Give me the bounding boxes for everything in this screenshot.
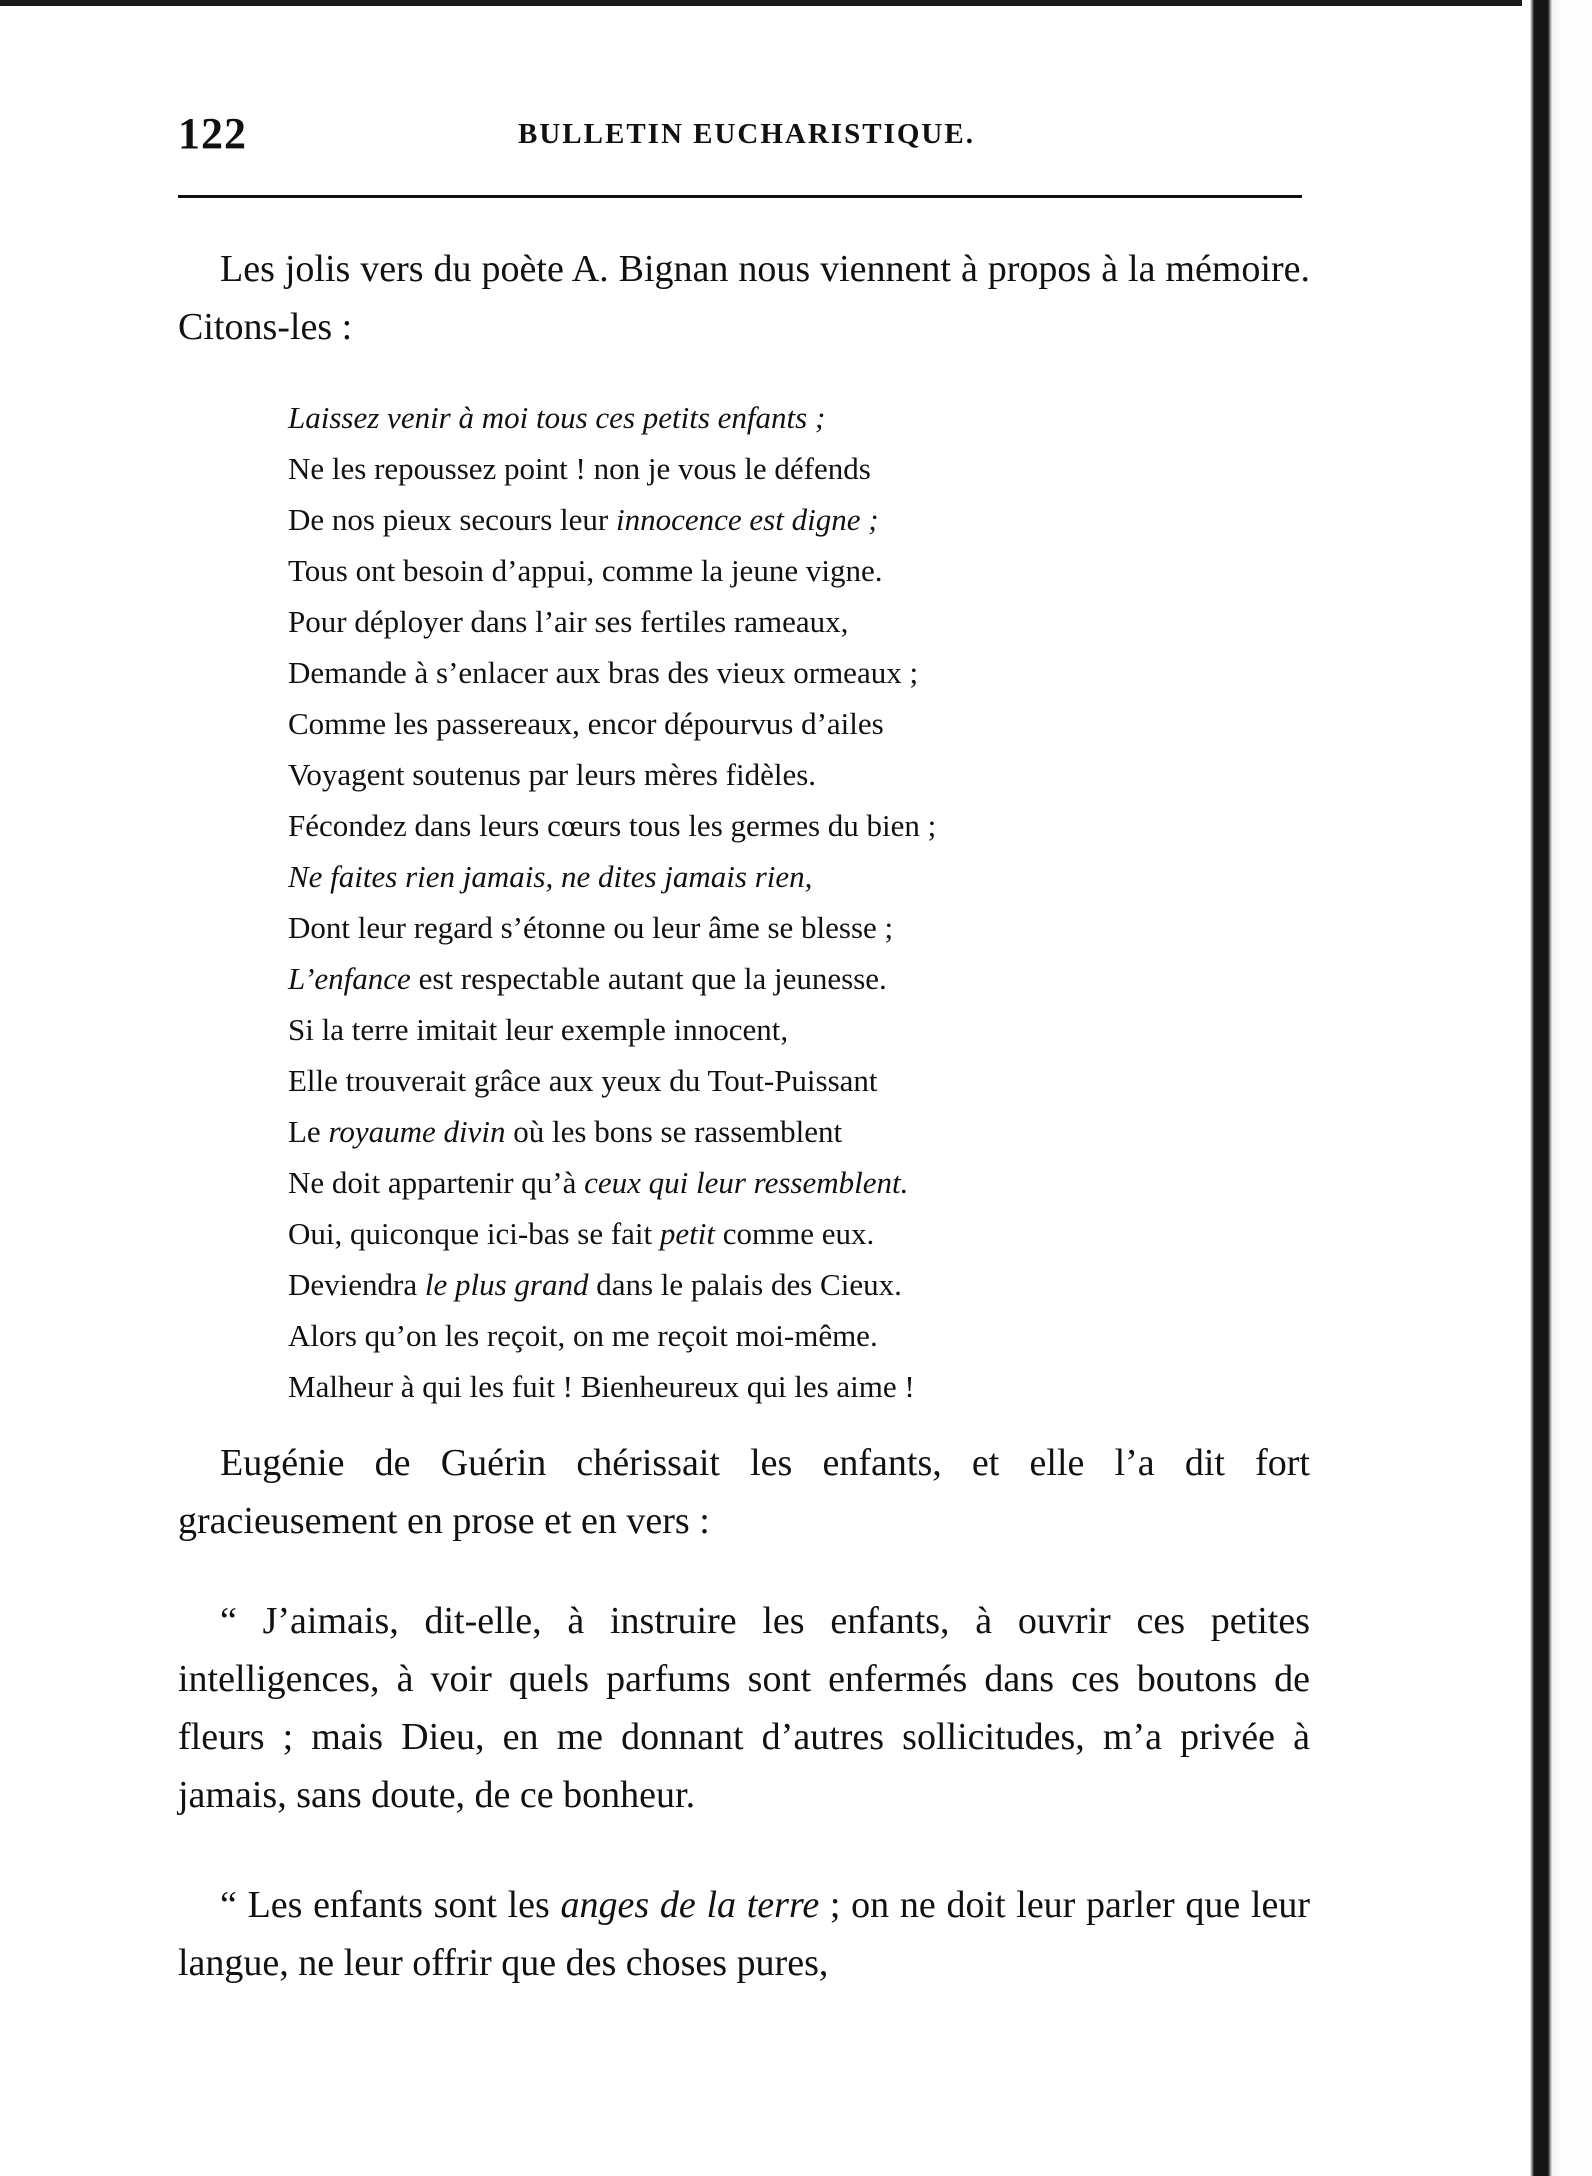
poem-line [288, 545, 1188, 596]
running-title: BULLETIN EUCHARISTIQUE. [518, 118, 975, 150]
poem-text: Oui, quiconque ici-bas se fait [288, 1216, 660, 1251]
poem-line [288, 1055, 1188, 1106]
poem-text: Tous ont besoin d’appui, comme la jeune vigne. [288, 553, 883, 588]
poem-line [288, 1157, 1188, 1208]
page-header [178, 108, 1302, 158]
page-number: 122 [178, 109, 247, 158]
poem-text: Voyagent soutenus par leurs mères fidèles. [288, 757, 817, 792]
poem-line [288, 749, 1188, 800]
poem-line [288, 1106, 1188, 1157]
poem-emphasis: petit [659, 1216, 716, 1251]
poem-emphasis: le plus grand [424, 1267, 589, 1302]
poem-emphasis: royaume divin [328, 1114, 506, 1149]
header-rule [178, 195, 1302, 198]
paragraph-quote-2-text [178, 1876, 1310, 1992]
quote-2-rest: ; on ne doit leur parler que leur langue, ne leur offrir que des choses pures, [178, 1884, 1310, 1984]
poem-emphasis: L’enfance [288, 961, 411, 996]
poem-line [288, 902, 1188, 953]
poem-emphasis: Laissez venir à moi tous ces petits enfants ; [288, 400, 826, 435]
poem-line [288, 443, 1188, 494]
quote-2-lead: “ Les enfants sont les [220, 1884, 561, 1926]
paragraph-guerin [178, 1434, 1310, 1550]
poem-line [288, 1004, 1188, 1055]
poem-line [288, 392, 1188, 443]
poem-line [288, 698, 1188, 749]
poem-text: Fécondez dans leurs cœurs tous les germes du bien ; [288, 808, 937, 843]
intro-text: Les jolis vers du poète A. Bignan nous viennent à propos à la mémoire. Citons-les : [178, 248, 1310, 348]
poem-line [288, 800, 1188, 851]
poem-text: Comme les passereaux, encor dépourvus d’ailes [288, 706, 884, 741]
poem-text: Alors qu’on les reçoit, on me reçoit moi-même. [288, 1318, 878, 1353]
poem-line [288, 953, 1188, 1004]
scan-border-right [1522, 0, 1592, 2176]
poem-text: Ne les repoussez point ! non je vous le défends [288, 451, 871, 486]
poem-text: est respectable autant que la jeunesse. [410, 961, 887, 996]
poem-line [288, 1310, 1188, 1361]
poem-line [288, 596, 1188, 647]
poem-text: Ne doit appartenir qu’à [288, 1165, 585, 1200]
quote-2-emphasis: anges de la terre [560, 1884, 820, 1926]
poem-emphasis: Ne faites rien jamais, ne dites jamais rien, [288, 859, 813, 894]
poem-text: Si la terre imitait leur exemple innocent, [288, 1012, 789, 1047]
poem-line [288, 851, 1188, 902]
poem-text: comme eux. [715, 1216, 875, 1251]
poem-line [288, 1361, 1188, 1412]
poem-line [288, 1259, 1188, 1310]
poem-line [288, 1208, 1188, 1259]
poem-text: Elle trouverait grâce aux yeux du Tout-Puissant [288, 1063, 878, 1098]
poem-emphasis: innocence est digne ; [616, 502, 879, 537]
poem-text: Le [288, 1114, 329, 1149]
poem-text: Pour déployer dans l’air ses fertiles rameaux, [288, 604, 849, 639]
poem-text: Dont leur regard s’étonne ou leur âme se blesse ; [288, 910, 894, 945]
poem-text: dans le palais des Cieux. [588, 1267, 902, 1302]
poem-line [288, 494, 1188, 545]
paragraph-quote-1-text: “ J’aimais, dit-elle, à instruire les enfants, à ouvrir ces petites intelligences, à voir quels parfums sont enfermés dans ces boutons de fleurs ; mais Dieu, en me donnant d’autres sollicitudes, m’a privée à jamais, sans doute, de ce bonheur. [178, 1600, 1310, 1816]
poem-text: De nos pieux secours leur [288, 502, 616, 537]
poem-text: où les bons se rassemblent [505, 1114, 843, 1149]
intro-paragraph [178, 240, 1310, 356]
paragraph-quote-1 [178, 1592, 1310, 1824]
poem-block [288, 392, 1188, 1412]
poem-text: Demande à s’enlacer aux bras des vieux ormeaux ; [288, 655, 919, 690]
poem-emphasis: ceux qui leur ressemblent. [584, 1165, 909, 1200]
poem-text: Malheur à qui les fuit ! Bienheureux qui les aime ! [288, 1369, 915, 1404]
paragraph-guerin-text: Eugénie de Guérin chérissait les enfants, et elle l’a dit fort gracieusement en prose et en vers : [178, 1442, 1310, 1542]
poem-text: Deviendra [288, 1267, 425, 1302]
paragraph-quote-2 [178, 1876, 1310, 1992]
poem-line [288, 647, 1188, 698]
scan-border-top [0, 0, 1592, 6]
